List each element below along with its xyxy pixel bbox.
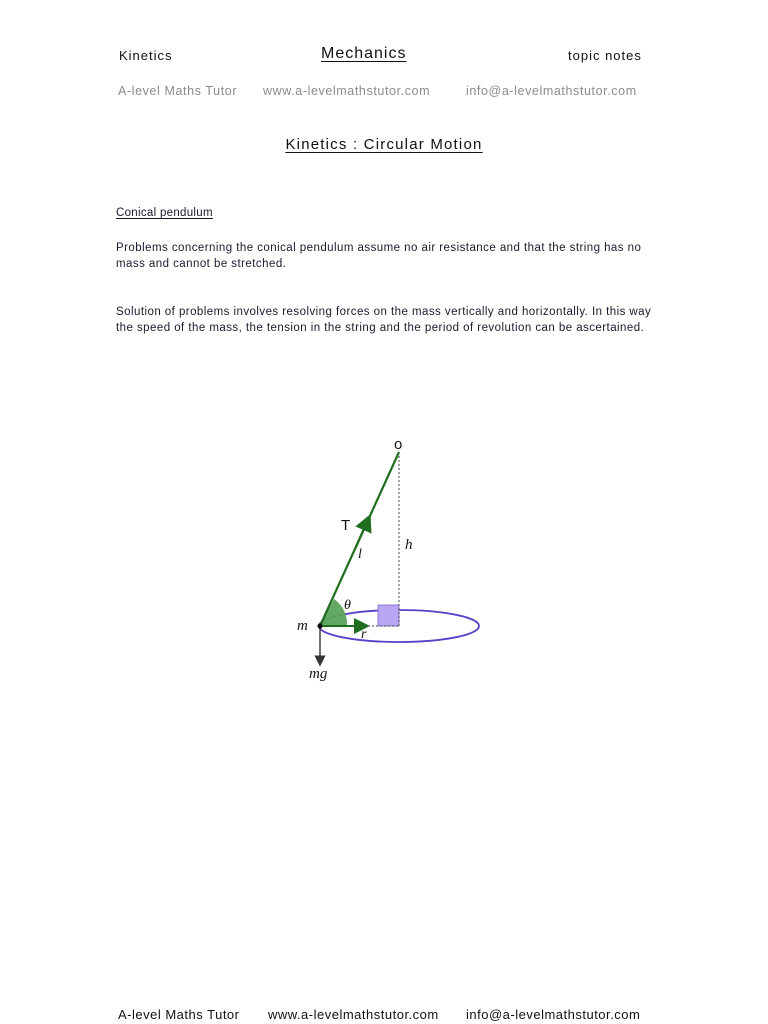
label-weight: mg xyxy=(309,666,328,682)
paragraph-assumptions: Problems concerning the conical pendulum assume no air resistance and that the string has no mass and cannot be stretched. xyxy=(116,242,642,270)
label-angle: θ xyxy=(344,598,351,613)
right-angle-marker xyxy=(378,605,399,626)
header-email-link[interactable]: info@a-levelmathstutor.com xyxy=(466,84,637,98)
paragraph-solution: Solution of problems involves resolving forces on the mass vertically and horizontally. In this way the speed of the mass, the tension in the string and the period of revolution can be ascertained. xyxy=(116,306,652,334)
tension-arrow xyxy=(355,522,367,549)
header-topic-notes: topic notes xyxy=(568,48,642,63)
header-topic: Kinetics xyxy=(119,48,173,63)
page-title: Kinetics : Circular Motion xyxy=(285,136,483,153)
header-subject: Mechanics xyxy=(321,45,407,62)
label-height: h xyxy=(405,537,413,553)
mass-point xyxy=(317,623,322,628)
label-length: l xyxy=(358,547,362,562)
footer-website-link[interactable]: www.a-levelmathstutor.com xyxy=(268,1007,439,1022)
section-heading: Conical pendulum xyxy=(116,207,213,219)
footer-email-link[interactable]: info@a-levelmathstutor.com xyxy=(466,1007,641,1022)
footer-tutor-name: A-level Maths Tutor xyxy=(118,1007,240,1022)
header-tutor-name: A-level Maths Tutor xyxy=(118,84,238,98)
label-radius: r xyxy=(361,627,367,642)
header-website-link[interactable]: www.a-levelmathstutor.com xyxy=(263,84,431,98)
label-mass: m xyxy=(297,618,308,634)
label-pivot: o xyxy=(394,436,403,453)
label-tension: T xyxy=(341,517,351,534)
